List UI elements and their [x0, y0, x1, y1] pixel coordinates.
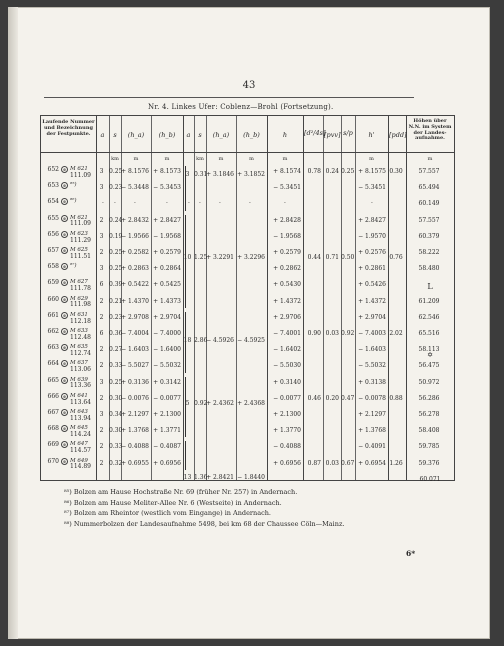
cell-d: 0.87	[307, 459, 321, 467]
dot-placeholder: ·	[166, 200, 168, 208]
benchmark-icon: ⊕	[62, 167, 67, 172]
cell-a: 3	[99, 168, 104, 175]
cell-h-prime: + 2.1297	[358, 411, 386, 418]
group-s: 1.36	[194, 474, 208, 482]
cell-ha: + 1.4370	[121, 297, 149, 305]
cell-h-prime: + 0.2576	[358, 249, 386, 256]
cell-s: 0.34	[109, 411, 123, 418]
cell-a: 2	[99, 346, 104, 354]
cell-a: 3	[99, 411, 104, 418]
cell-hb: − 1.6400	[153, 346, 181, 354]
cell-hb: − 0.4087	[153, 443, 181, 451]
unit-label: m	[164, 156, 170, 162]
cell-height: 65.516	[418, 330, 440, 337]
cell-pdd: 0.88	[389, 394, 403, 402]
group-bracket	[185, 441, 186, 469]
cell-sp: 0.67	[341, 459, 355, 467]
header-pdd: [pdd]	[389, 131, 407, 139]
benchmark-id: M 621 111.09	[70, 166, 91, 179]
cell-ha: − 0.4088	[121, 443, 149, 451]
cell-ha: − 5.5027	[121, 362, 149, 370]
cell-d: 0.78	[307, 168, 321, 175]
cell-pdd: 2.02	[389, 330, 403, 337]
cell-h: − 7.4001	[273, 330, 301, 337]
cell-a: 2	[99, 313, 104, 321]
header-rule	[44, 97, 414, 98]
cell-s: 0.27	[109, 346, 123, 354]
benchmark-id: M 625 111.51	[70, 247, 91, 260]
row-label	[43, 393, 93, 406]
cell-ha: + 1.3768	[121, 427, 149, 435]
cell-h: − 1.9568	[273, 232, 301, 240]
levelling-table	[40, 115, 455, 481]
benchmark-icon: ⊕	[62, 296, 67, 302]
cell-a: 2	[99, 249, 104, 256]
cell-s: 0.25	[109, 168, 123, 175]
unit-label: m	[218, 156, 224, 162]
group-a: 5	[185, 399, 190, 407]
cell-a: 2	[99, 297, 104, 305]
group-ha: + 3.1846	[206, 170, 234, 178]
cell-ha: + 0.2582	[121, 249, 149, 256]
benchmark-icon: ⊕	[62, 312, 67, 318]
cell-ha: + 2.8432	[121, 216, 149, 224]
cell-hb: − 5.3453	[153, 184, 181, 192]
cell-a: 3	[99, 265, 104, 273]
cell-hb: + 2.8427	[153, 216, 181, 224]
group-ha: − 4.5926	[206, 336, 234, 344]
cell-a: 6	[99, 281, 104, 289]
unit-label: m	[369, 156, 374, 162]
benchmark-id: M 627 111.78	[70, 279, 91, 293]
group-ha: + 3.2291	[206, 254, 234, 262]
dot-placeholder: ·	[199, 200, 201, 208]
row-number: 667	[47, 409, 59, 416]
cell-height-extra: 60.071	[419, 475, 441, 483]
benchmark-icon: ⊕	[62, 199, 67, 205]
cell-hb: − 7.4000	[153, 330, 181, 337]
header-hb1: (h_b)	[158, 131, 176, 139]
footnote: ⁸⁷) Bolzen am Rheintor (westlich vom Eingange) in Andernach.	[64, 509, 271, 517]
group-ha: + 2.4362	[206, 399, 234, 407]
cell-height: L	[427, 282, 433, 292]
cell-h-prime: + 1.4372	[358, 297, 386, 305]
cell-ha: − 1.9566	[121, 232, 149, 240]
cell-ha: + 2.9708	[121, 313, 149, 321]
cell-a: 3	[99, 378, 104, 386]
cell-hb: + 8.1573	[153, 168, 181, 175]
cell-s: 0.30	[109, 394, 123, 402]
row-label	[43, 231, 93, 244]
page-spine	[8, 7, 18, 639]
group-s: 0.31	[194, 170, 208, 178]
cell-a: 2	[99, 394, 104, 402]
cell-a: 2	[99, 362, 104, 370]
cell-h-prime: − 1.9570	[358, 232, 386, 240]
row-label	[43, 458, 93, 471]
row-number: 656	[47, 230, 59, 238]
dot-placeholder: ·	[371, 200, 373, 208]
cell-hb: + 0.3142	[153, 378, 181, 386]
cell-h: + 0.6956	[273, 459, 301, 467]
cell-h: + 2.1300	[273, 411, 301, 418]
row-number: 670	[47, 457, 59, 465]
benchmark-id: M 649 114.89	[70, 457, 91, 471]
cell-a: 3	[99, 232, 104, 240]
cell-height: 60.379	[418, 232, 440, 240]
cell-s: 0.19	[109, 232, 123, 240]
row-label	[43, 263, 93, 270]
benchmark-id: M 637 113.06	[70, 360, 91, 374]
header-a2: a	[186, 131, 191, 139]
benchmark-icon: ⊕	[62, 410, 67, 415]
header-h-prime: h'	[368, 131, 375, 139]
row-label	[43, 425, 93, 438]
cell-a: 2	[99, 427, 104, 435]
cell-h-prime: + 0.5426	[358, 281, 386, 289]
benchmark-id: M 623 111.29	[70, 230, 91, 244]
header-ha2: (h_a)	[212, 131, 230, 139]
cell-height: 60.149	[418, 200, 440, 208]
cell-ha: + 2.1297	[121, 411, 149, 418]
benchmark-icon: ⊕	[62, 361, 67, 367]
cell-s: 0.36	[109, 330, 123, 337]
cell-height: 50.972	[418, 378, 440, 386]
cell-h: + 0.5430	[273, 281, 301, 289]
row-label	[43, 360, 93, 373]
row-number: 658	[47, 263, 59, 271]
unit-label: m	[249, 156, 254, 162]
cell-h: − 1.6402	[273, 346, 301, 354]
header-height-col: Höhen über N.N. im System der Landes-aufnahme.	[408, 118, 452, 142]
cell-ha: + 0.5422	[121, 281, 149, 289]
cell-ha: − 5.3448	[121, 184, 149, 192]
printer-signature: 6*	[406, 549, 416, 558]
benchmark-icon: ⊕	[62, 458, 67, 464]
group-bracket	[185, 166, 186, 211]
cell-s: 0.23	[109, 184, 123, 192]
cell-a: 2	[99, 459, 104, 467]
cell-s: 0.33	[109, 443, 123, 451]
footnote: ⁸⁸) Nummerbolzen der Landesaufnahme 5498, bei km 68 der Chaussee Cöln—Mainz.	[64, 519, 345, 528]
benchmark-icon: ⊕	[62, 248, 67, 253]
cell-a: 2	[99, 443, 104, 451]
cell-h: − 0.4088	[273, 443, 301, 451]
cell-h-prime: − 0.0078	[358, 394, 386, 402]
row-number: 662	[47, 328, 59, 335]
cell-h-prime: − 7.4003	[358, 330, 386, 337]
row-number: 668	[47, 425, 59, 433]
cell-s: 0.39	[109, 281, 123, 289]
row-label	[43, 166, 93, 179]
row-label	[43, 344, 93, 357]
dot-placeholder: ·	[134, 200, 136, 208]
header-s1: s	[113, 131, 117, 139]
group-hb: + 2.4368	[237, 399, 265, 407]
cell-height: 58.222	[418, 249, 440, 256]
cell-s: 0.32	[109, 459, 123, 467]
header-h: h	[282, 131, 288, 139]
cell-ha: − 1.6403	[121, 346, 149, 354]
cell-h-prime: + 0.3138	[358, 378, 386, 386]
group-bracket	[185, 215, 186, 308]
row-label	[43, 198, 93, 205]
cell-s: 0.23	[109, 313, 123, 321]
cell-d: 0.90	[307, 330, 321, 337]
benchmark-icon: ⊕	[62, 231, 67, 237]
row-number: 663	[47, 344, 59, 352]
cell-hb: − 1.9568	[153, 232, 181, 240]
header-name-col: Laufende Nummer und Bezeichnung der Festpunkte.	[42, 119, 95, 137]
table-title: Nr. 4. Linkes Ufer: Coblenz—Brohl (Fortsetzung).	[148, 103, 334, 111]
benchmark-id: M 641 113.64	[70, 392, 91, 406]
row-label	[43, 247, 93, 260]
group-bracket	[185, 312, 186, 373]
cell-ha: − 7.4004	[121, 330, 149, 337]
benchmark-icon: ⊕	[62, 329, 67, 334]
benchmark-icon: ⊕	[62, 393, 67, 399]
header-a1: a	[100, 131, 105, 139]
cell-height: 61.209	[418, 297, 440, 305]
dot-placeholder: ·	[102, 200, 104, 208]
unit-label: km	[111, 156, 119, 162]
cell-hb: + 1.3771	[153, 427, 181, 435]
cell-height: 58.480	[418, 265, 440, 273]
cell-height: 56.286	[418, 394, 440, 402]
benchmark-icon: ⊕	[62, 280, 67, 286]
unit-label: m	[282, 156, 288, 162]
dot-placeholder: ·	[249, 200, 251, 208]
group-s: 2.86	[194, 336, 208, 344]
cell-h: + 0.3140	[273, 378, 301, 386]
group-a: 18	[183, 336, 192, 344]
group-a: 13	[183, 474, 192, 482]
cell-height: 65.494	[418, 184, 440, 192]
cell-ha: + 0.6955	[121, 459, 149, 467]
row-label	[43, 377, 93, 390]
cell-hb: − 0.0077	[153, 394, 181, 402]
group-hb: + 3.2296	[237, 254, 265, 262]
cell-h-prime: + 1.3768	[358, 427, 386, 435]
cell-height: 56.475	[418, 362, 440, 370]
cell-s: 0.25	[109, 265, 123, 273]
row-label	[43, 296, 93, 309]
dot-placeholder: ·	[188, 200, 190, 208]
header-hb2: (h_b)	[243, 131, 260, 139]
group-ha: + 2.8421	[206, 474, 234, 482]
row-number: 661	[47, 311, 59, 319]
cell-height: 59.376	[418, 459, 440, 467]
group-hb: + 3.1852	[237, 170, 265, 178]
benchmark-id: M 635 112.74	[70, 344, 91, 357]
cell-h: − 5.3451	[273, 184, 301, 192]
row-label	[43, 215, 93, 228]
benchmark-id: M 643 113.94	[70, 409, 91, 422]
cell-h-prime: + 0.6954	[358, 459, 386, 467]
row-label	[43, 409, 93, 422]
header-rule	[41, 152, 454, 153]
group-s: 0.92	[194, 399, 208, 407]
group-pdd: 0.76	[389, 254, 403, 262]
dot-placeholder: ·	[219, 200, 221, 208]
row-number: 666	[47, 392, 59, 400]
row-number: 659	[47, 279, 59, 287]
group-sp: 0.50	[341, 254, 355, 262]
benchmark-id: M 647 114.57	[70, 441, 91, 455]
cell-h: + 1.3770	[273, 427, 301, 435]
cell-d: 0.46	[307, 394, 321, 402]
cell-height: 58.408	[418, 427, 440, 435]
header-ha1: (h_a)	[127, 131, 145, 139]
cell-height: 58.113	[418, 346, 440, 354]
cell-s: 0.24	[109, 216, 123, 224]
group-pvv: 0.71	[325, 254, 339, 262]
cell-h: + 2.9706	[273, 313, 301, 321]
benchmark-icon: ⊕	[62, 345, 67, 351]
row-label	[43, 279, 93, 292]
cell-pdd: 0.30	[389, 168, 403, 175]
cell-height: 57.557	[418, 216, 440, 224]
footnote: ⁸⁵) Bolzen am Hause Hochstraße Nr. 69 (früher Nr. 257) in Andernach.	[64, 488, 298, 496]
benchmark-id: ⁸⁷)	[70, 263, 77, 270]
cell-s: 0.25	[109, 378, 123, 386]
cell-hb: + 1.4373	[153, 297, 181, 305]
cell-h: + 0.2862	[273, 265, 301, 273]
benchmark-icon: ⊕	[62, 264, 67, 270]
cell-sp: 0.47	[341, 394, 355, 402]
cell-ha: + 8.1576	[121, 168, 149, 175]
cell-pvv: 0.24	[325, 168, 339, 175]
cell-ha: + 0.3136	[121, 378, 149, 386]
cell-h-prime: − 5.3451	[358, 184, 386, 192]
cell-h-prime: + 2.9704	[358, 313, 386, 321]
cell-hb: + 0.5425	[153, 281, 181, 289]
cell-pvv: 0.20	[325, 394, 339, 402]
cell-h: + 2.8428	[273, 216, 301, 224]
row-label	[43, 182, 93, 189]
benchmark-id: M 631 112.18	[70, 311, 91, 325]
row-label	[43, 441, 93, 454]
row-number: 669	[47, 441, 59, 449]
unit-label: m	[133, 156, 139, 162]
cell-a: 6	[99, 330, 104, 337]
row-number: 653	[47, 182, 59, 190]
cell-h: − 5.5030	[273, 362, 301, 370]
row-label	[43, 312, 93, 325]
cell-a: 2	[99, 216, 104, 224]
cell-pvv: 0.03	[325, 330, 339, 337]
benchmark-id: ⁸⁵)	[70, 182, 77, 189]
row-number: 657	[47, 247, 59, 254]
cell-sp: 0.92	[341, 330, 355, 337]
cell-height: 57.557	[418, 168, 440, 175]
dot-placeholder: ·	[114, 200, 116, 208]
header-pvv: [pvv]	[324, 131, 341, 139]
cell-h: − 0.0077	[273, 394, 301, 402]
cell-height: 56.278	[418, 411, 440, 418]
footnote: ⁸⁶) Bolzen am Hause Meliter-Allee Nr. 6 (Westseite) in Andernach.	[64, 498, 282, 507]
cell-pdd: 1.26	[389, 459, 403, 467]
benchmark-icon: ⊕	[62, 426, 67, 432]
row-number: 665	[47, 376, 59, 384]
group-d: 0.44	[307, 254, 321, 262]
cell-height: 62.546	[418, 313, 440, 321]
cell-h-prime: + 8.1575	[358, 168, 386, 175]
row-number: 652	[47, 166, 59, 173]
header-s2: s	[198, 131, 202, 139]
cell-s: 0.25	[109, 249, 123, 256]
cell-h-prime: + 2.8427	[358, 216, 386, 224]
header-d-frac: [d²/4s]	[304, 129, 326, 137]
cell-height: 59.785	[418, 443, 440, 451]
cell-h-prime: − 5.5032	[358, 362, 386, 370]
cell-h-prime: − 0.4091	[358, 443, 386, 451]
dot-placeholder: ·	[284, 200, 286, 208]
group-bracket	[185, 377, 186, 438]
cell-h-prime: + 0.2861	[358, 265, 386, 273]
header-s-p: s/p	[343, 129, 353, 137]
cell-hb: − 5.5032	[153, 362, 181, 370]
row-number: 655	[47, 214, 59, 222]
cell-h: + 8.1574	[273, 168, 301, 175]
cell-h: + 1.4372	[273, 297, 301, 305]
cell-h: + 0.2579	[273, 249, 301, 256]
group-a: 3	[185, 170, 190, 178]
cell-hb: + 2.9704	[153, 313, 181, 321]
benchmark-icon: ⊕	[62, 215, 67, 221]
cell-pvv: 0.03	[325, 459, 339, 467]
unit-label: km	[196, 156, 204, 162]
cell-ha: − 0.0076	[121, 394, 149, 402]
benchmark-id: M 621 111.09	[70, 214, 91, 228]
benchmark-icon: ⊕	[62, 442, 67, 448]
row-number: 660	[47, 295, 59, 303]
benchmark-id: M 639 113.36	[70, 376, 91, 390]
benchmark-id: M 645 114.24	[70, 425, 91, 438]
cell-hb: + 2.1300	[153, 411, 181, 418]
group-a: 10	[183, 254, 192, 262]
cell-hb: + 0.2579	[153, 249, 181, 256]
cell-s: 0.30	[109, 427, 123, 435]
cell-hb: + 0.6956	[153, 459, 181, 467]
benchmark-icon: ⊕	[62, 377, 67, 383]
cell-h-prime: − 1.6403	[358, 346, 386, 354]
column-rule	[183, 116, 184, 480]
cell-ha: + 0.2863	[121, 265, 149, 273]
cell-a: 3	[99, 184, 104, 192]
benchmark-icon: ⊕	[62, 183, 67, 189]
benchmark-id: ⁸⁶)	[70, 198, 77, 205]
page	[8, 7, 490, 639]
row-number: 664	[47, 360, 59, 368]
row-label	[43, 328, 93, 341]
unit-label: m	[427, 156, 433, 162]
page-number: 43	[242, 80, 256, 91]
group-s: 1.25	[194, 254, 208, 262]
cell-s: 0.33	[109, 362, 123, 370]
height-star-icon: ✡	[427, 351, 433, 360]
group-hb: − 1.8440	[237, 474, 265, 482]
cell-sp: 0.25	[341, 168, 355, 175]
cell-s: 0.21	[109, 297, 123, 305]
group-hb: − 4.5925	[237, 336, 265, 344]
benchmark-id: M 629 111.98	[70, 295, 91, 309]
benchmark-id: M 633 112.48	[70, 328, 91, 341]
row-number: 654	[47, 198, 59, 206]
cell-hb: + 0.2864	[153, 265, 181, 273]
